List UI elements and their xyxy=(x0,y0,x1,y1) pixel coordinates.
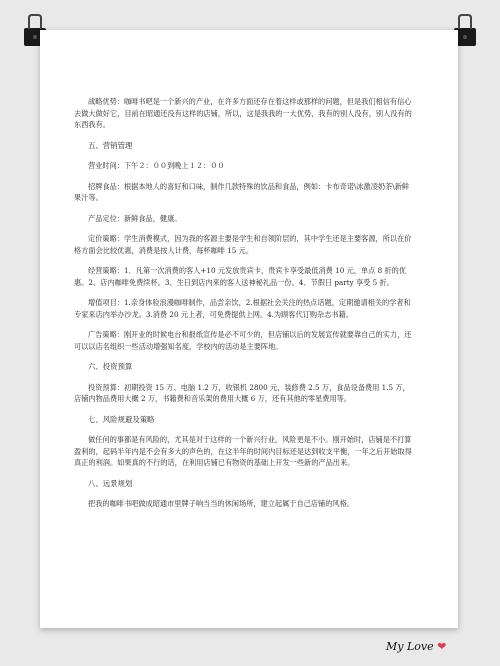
section-heading: 六、投资预算 xyxy=(88,362,133,371)
heart-icon: ❤ xyxy=(437,640,447,653)
paragraph: 战略优势：咖啡书吧是一个新兴的产业，在许多方面还存在着这样或那样的问题，但是我们相信有信心去做大做好它，目前在昭通还没有这样的店铺，所以，这是我我的一大优势，我有的别人没有，别人没有的东西我有。 xyxy=(74,97,412,129)
document-body xyxy=(74,96,412,519)
paragraph: 产品定位：新鲜食品，健康。 xyxy=(88,213,182,223)
paragraph: 做任何的事都是有风险的，尤其是对于这样的一个新兴行业，风险更是不小。刚开始时，店铺是不打算盈利的，起码半年内是不会有多大的声色的，在这半年的时间内目标还是达到收支平衡，一年之后开始取得真正的利润。如果真的不行的话，在利用店铺已有物资的基础上开发一些新的产品出来。 xyxy=(74,435,412,467)
paragraph: 投资预算：初期投资 15 万、电脑 1.2 万，收银机 2800 元，装修费 2.5 万，食品设备费用 1.5 万，店铺内物品费用大概 2 万，书籍费和音乐架的费用大概 6 万，还有其他的零星费用等。 xyxy=(74,382,410,403)
paragraph: 经营策略：1．凡第一次消费的客人+10 元发放贵宾卡，贵宾卡享受最低消费 10 元，单点 8 折的优惠。2、店内咖啡免费续杯。3、生日到店内来的客人送神秘礼品一份。4、节假日 party 享受 5 折。 xyxy=(74,266,407,287)
signature xyxy=(386,640,446,653)
section-heading: 五、营销管理 xyxy=(88,140,133,150)
paragraph: 招牌食品：根据本地人的喜好和口味，制作几款特殊的饮品和食品，例如：卡布奇诺\冰激凌奶茶\新鲜果汁等。 xyxy=(74,181,410,202)
paragraph: 增值项目：1.亲身体验浪漫咖啡制作，品尝亲饮，2.根据社会关注的热点话题，定期邀请相关的学者和专家来店内举办沙龙。3.消费 20 元上者，可免费提供上网。4.为顾客代订购杂志书籍。 xyxy=(74,298,411,319)
section-heading: 七、风险规避及策略 xyxy=(88,414,155,424)
signature-text: My Love xyxy=(386,640,434,653)
paragraph: 营业时间：下午２：００到晚上１２：００ xyxy=(88,161,225,170)
paragraph: 广告策略：刚开业的时候电台和报纸宣传是必不可少的，但店铺以后的发展宣传就要靠自己的实力，还可以以店名组织一些活动增强知名度，学校内的活动是主要阵地。 xyxy=(74,330,412,351)
paragraph: 把我的咖啡书吧做成昭通市里牌子响当当的休闲场所，建立起属于自己店铺的风格。 xyxy=(88,499,354,508)
section-heading: 八、远景规划 xyxy=(88,478,133,488)
paragraph: 定价策略：学生消费模式，因为我的客源主要是学生和自领阶层的，其中学生还是主要客源，所以在价格方面会比较优惠，消费是按人计费，每杯咖啡 15 元。 xyxy=(74,234,412,255)
